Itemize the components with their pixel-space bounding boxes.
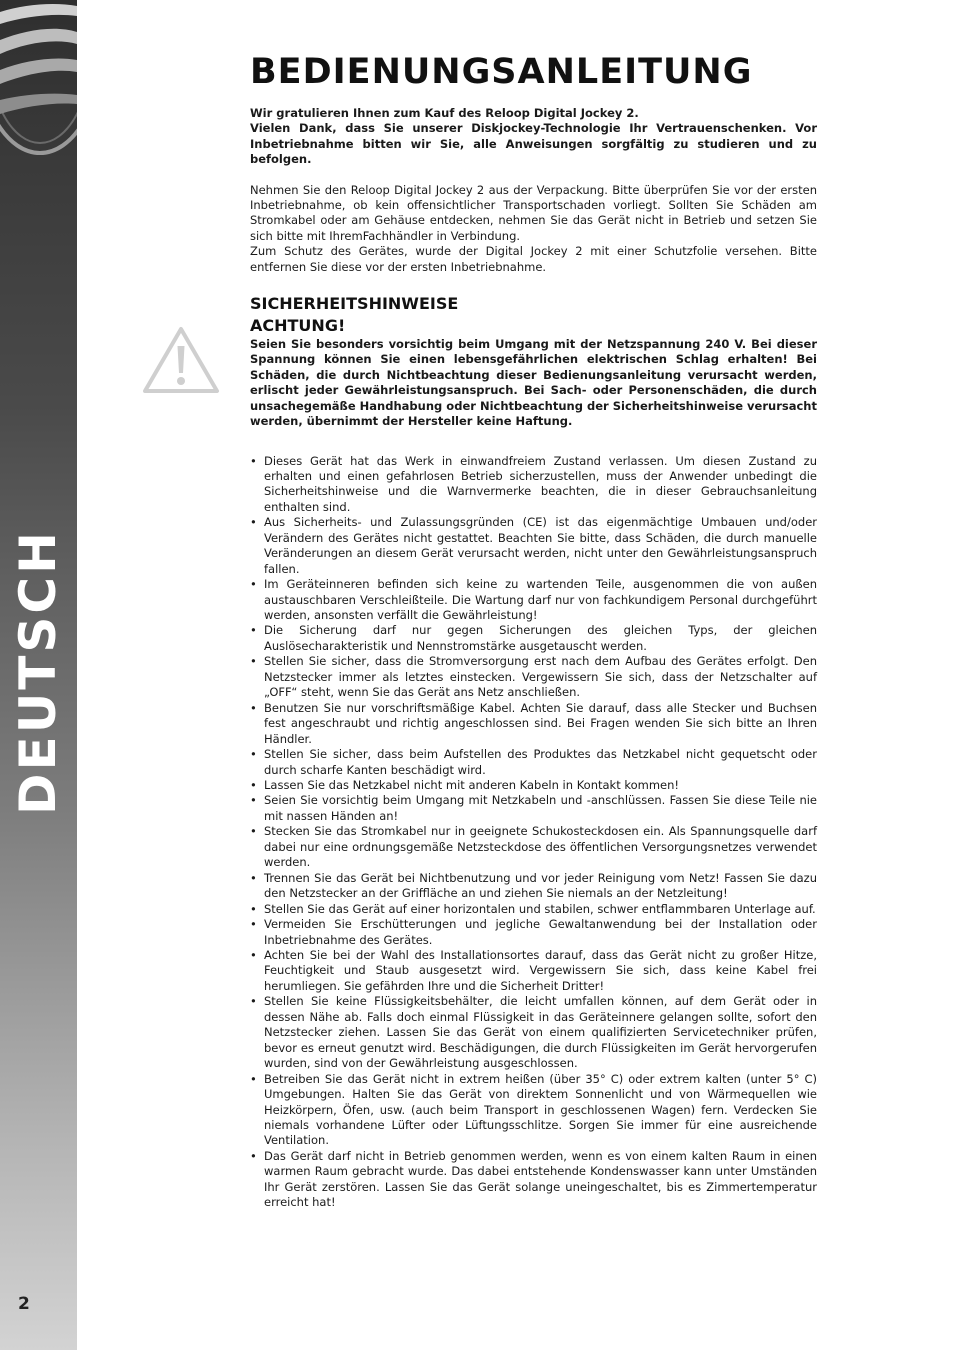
- list-item: [250, 871, 817, 902]
- list-item-text: Vermeiden Sie Erschütterungen und jegliche Gewaltanwendung bei der Installation oder Inbetriebnahme des Gerätes.: [264, 917, 817, 947]
- bullet-icon: •: [250, 453, 257, 468]
- bullet-icon: •: [250, 793, 257, 808]
- list-item: [250, 917, 817, 948]
- list-item: [250, 654, 817, 700]
- list-item: [250, 701, 817, 747]
- bullet-icon: •: [250, 747, 257, 762]
- list-item-text: Stellen Sie keine Flüssigkeitsbehälter, die leicht umfallen können, auf dem Gerät oder in dessen Nähe ab. Falls doch einmal Flüssigkeit in das Geräteinnere gelangen sollte, sofort den Netzstecker ziehen. Lassen Sie das Gerät von einem qualifizierten Servicetechniker prüfen, bevor es erneut genutzt wird. Beschädigungen, die durch Flüssigkeiten im Gerät hervorgerufen wurden, sind von der Gewährleistung ausgeschlossen.: [264, 994, 817, 1071]
- list-item: [250, 623, 817, 654]
- list-item-text: Achten Sie bei der Wahl des Installationsortes darauf, dass das Gerät nicht zu großer Hitze, Feuchtigkeit und Staub ausgesetzt wird. Vergewissern Sie sich, dass keine Kabel frei herumliegen. Sie gefährden Ihre und die Sicherheit Dritter!: [264, 948, 817, 993]
- intro-thanks: Vielen Dank, dass Sie unserer Diskjockey-Technologie Ihr Vertrauenschenken. Vor Inbetriebnahme bitten wir Sie, alle Anweisungen sorgfältig zu studieren und zu befolgen.: [250, 121, 817, 167]
- bullet-icon: •: [250, 1148, 257, 1163]
- list-item: [250, 902, 817, 917]
- list-item-text: Benutzen Sie nur vorschriftsmäßige Kabel. Achten Sie darauf, dass alle Stecker und Buchsen fest angeschraubt und richtig angeschlossen sind. Bei Fragen wenden Sie sich bitte an Ihren Händler.: [264, 700, 817, 746]
- list-item: [250, 1149, 817, 1211]
- list-item: [250, 747, 817, 778]
- bullet-icon: •: [250, 1071, 257, 1086]
- bullet-icon: •: [250, 654, 257, 669]
- language-label: DEUTSCH: [9, 529, 67, 815]
- list-item-text: Aus Sicherheits- und Zulassungsgründen (CE) ist das eigenmächtige Umbauen und/oder Verändern des Gerätes nicht gestattet. Beachten Sie bitte, dass Schäden, die durch manuelle Veränderungen an diesem Gerät verursacht werden, nicht unter den Gewährleistungsanspruch fallen.: [264, 515, 817, 576]
- page-title: BEDIENUNGSANLEITUNG: [250, 52, 753, 92]
- list-item: [250, 948, 817, 994]
- section-heading-safety: SICHERHEITSHINWEISE: [250, 294, 459, 314]
- decorative-disc-icon: [0, 0, 77, 160]
- list-item-text: Das Gerät darf nicht in Betrieb genommen werden, wenn es von einem kalten Raum in einen warmen Raum gebracht wurde. Das dabei entstehende Kondenswasser kann unter Umständen Ihr Gerät zerstören. Lassen Sie das Gerät solange uneingeschaltet, bis es Zimmertemperatur erreicht hat!: [264, 1148, 817, 1210]
- bullet-icon: •: [250, 870, 257, 885]
- list-item-text: Trennen Sie das Gerät bei Nichtbenutzung und vor jeder Reinigung vom Netz! Fassen Sie dazu den Netzstecker an der Griffläche an und ziehen Sie niemals an der Netzleitung!: [264, 870, 817, 901]
- intro-greeting: Wir gratulieren Ihnen zum Kauf des Reloop Digital Jockey 2.: [250, 106, 639, 120]
- warning-triangle-icon: [141, 324, 221, 396]
- list-item: [250, 515, 817, 577]
- bullet-icon: •: [250, 778, 257, 793]
- list-item: [250, 994, 817, 1071]
- safety-bullet-list: [250, 454, 817, 1211]
- main-content: [250, 50, 817, 1211]
- list-item: [250, 824, 817, 870]
- list-item-text: Die Sicherung darf nur gegen Sicherungen des gleichen Typs, der gleichen Auslösecharakteristik und Nennstromstärke ausgetauscht werden.: [264, 623, 817, 653]
- list-item-text: Lassen Sie das Netzkabel nicht mit anderen Kabeln in Kontakt kommen!: [264, 778, 680, 793]
- language-sidebar: [0, 0, 77, 1350]
- list-item-text: Dieses Gerät hat das Werk in einwandfreiem Zustand verlassen. Um diesen Zustand zu erhalten und einen gefahrlosen Betrieb sicherzustellen, muss der Anwender unbedingt die Sicherheitshinweise und die Warnvermerke beachten, die in dieser Gebrauchsanleitung enthalten sind.: [264, 453, 817, 514]
- list-item-text: Stecken Sie das Stromkabel nur in geeignete Schukosteckdosen ein. Als Spannungsquelle darf dabei nur eine ordnungsgemäße Netzsteckdose des öffentlichen Versorgungsnetzes verwendet werden.: [264, 824, 817, 870]
- list-item-text: Stellen Sie das Gerät auf einer horizontalen und stabilen, schwer entflammbaren Unterlage auf.: [264, 901, 816, 916]
- page-number: 2: [18, 1294, 30, 1314]
- list-item-text: Betreiben Sie das Gerät nicht in extrem heißen (über 35° C) oder extrem kalten (unter 5° C) Umgebungen. Halten Sie das Gerät von direktem Sonnenlicht und von Wärmequellen wie Heizkörpern, Öfen, usw. (auch beim Transport in geschlossenen Wagen) fern. Verdecken Sie niemals vorhandene Lüfter oder Lüftungsschlitze. Sorgen Sie immer für eine ausreichende Ventilation.: [264, 1071, 817, 1148]
- bullet-icon: •: [250, 901, 257, 916]
- bullet-icon: •: [250, 917, 257, 932]
- list-item: [250, 577, 817, 623]
- bullet-icon: •: [250, 948, 257, 962]
- list-item: [250, 454, 817, 516]
- warning-text: Seien Sie besonders vorsichtig beim Umgang mit der Netzspannung 240 V. Bei dieser Spannung können Sie einen lebensgefährlichen elektrischen Schlag erhalten! Bei Schäden, die durch Nichtbeachtung dieser Bedienungsanleitung verursacht werden, erlischt jeder Gewährleistungsanspruch. Bei Sach- oder Personenschäden, die durch unsachegemäße Handhabung oder Nichtbeachtung der Sicherheitshinweise verursacht werden, übernimmt der Hersteller keine Haftung.: [250, 337, 817, 429]
- bullet-icon: •: [250, 700, 257, 715]
- bullet-icon: •: [250, 994, 257, 1009]
- bullet-icon: •: [250, 515, 257, 530]
- warning-heading: ACHTUNG!: [250, 316, 346, 336]
- bullet-icon: •: [250, 623, 257, 638]
- list-item-text: Stellen Sie sicher, dass die Stromversorgung erst nach dem Aufbau des Gerätes erfolgt. Den Netzstecker immer als letztes einstecken. Vergewissern Sie sich, dass der Netzschalter auf „OFF“ steht, wenn Sie das Gerät ans Netz anschließen.: [264, 654, 817, 700]
- list-item-text: Seien Sie vorsichtig beim Umgang mit Netzkabeln und -anschlüssen. Fassen Sie diese Teile nie mit nassen Händen an!: [264, 793, 817, 823]
- list-item-text: Stellen Sie sicher, dass beim Aufstellen des Produktes das Netzkabel nicht gequetscht oder durch scharfe Kanten beschädigt wird.: [264, 747, 817, 777]
- spacer: [250, 168, 817, 183]
- list-item: [250, 1072, 817, 1149]
- list-item-text: Im Geräteinneren befinden sich keine zu wartenden Teile, ausgenommen die von außen austauschbaren Verschleißteile. Die Wartung darf nur von fachkundigem Personal durchgeführt werden, ansonsten verfällt die Gewährleistung!: [264, 577, 817, 623]
- bullet-icon: •: [250, 577, 257, 592]
- list-item: [250, 793, 817, 824]
- intro-paragraph: Nehmen Sie den Reloop Digital Jockey 2 aus der Verpackung. Bitte überprüfen Sie vor der ersten Inbetriebnahme, ob kein offensichtlicher Transportschaden vorliegt. Sollten Sie Schäden am Stromkabel oder am Gehäuse entdecken, nehmen Sie das Gerät nicht in Betrieb und setzen Sie sich bitte mit IhremFachhändler in Verbindung.: [250, 182, 817, 243]
- list-item: [250, 778, 817, 793]
- intro-paragraph: Zum Schutz des Gerätes, wurde der Digital Jockey 2 mit einer Schutzfolie versehen. Bitte entfernen Sie diese vor der ersten Inbetriebnahme.: [250, 244, 817, 274]
- bullet-icon: •: [250, 824, 257, 839]
